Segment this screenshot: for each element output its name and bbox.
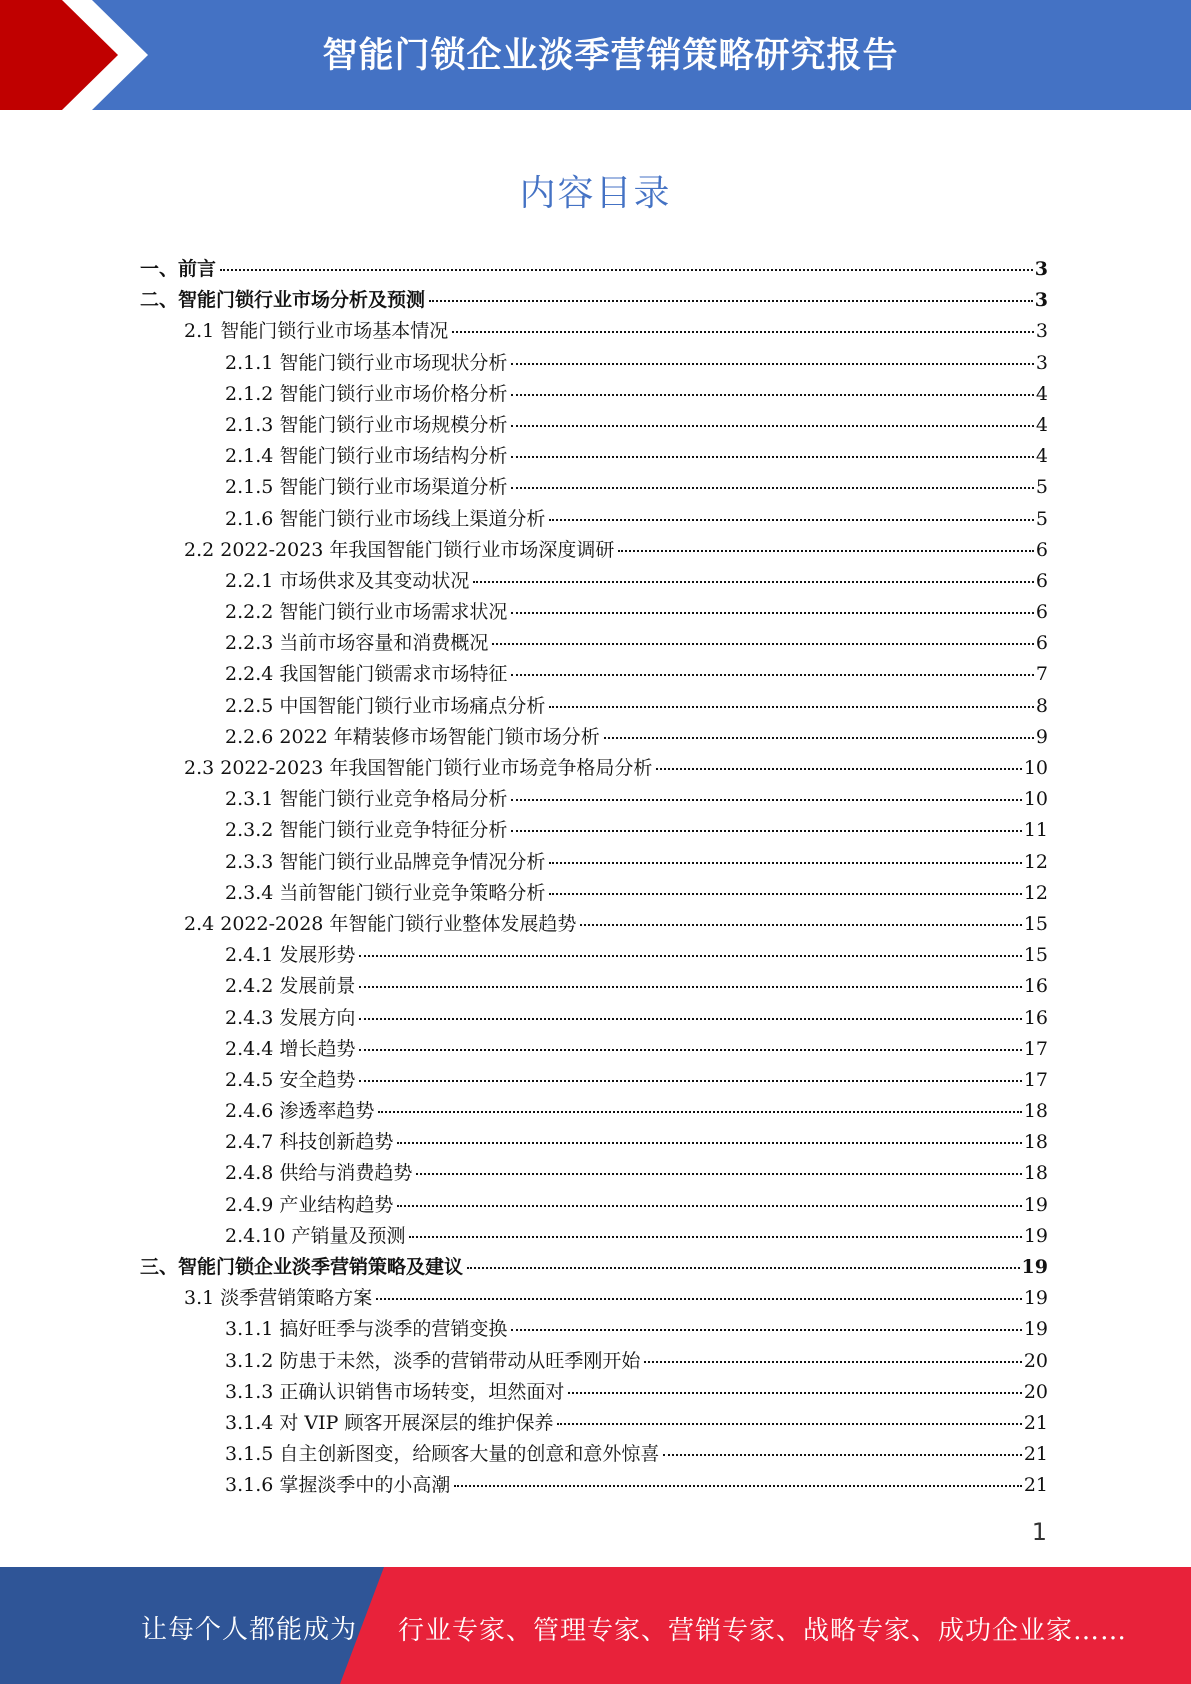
toc-entry-title: 二、智能门锁行业市场分析及预测 bbox=[140, 289, 426, 312]
toc-entry-title: 2.4.8 供给与消费趋势 bbox=[225, 1162, 413, 1185]
toc-entry-page: 4 bbox=[1035, 445, 1048, 468]
dot-leader bbox=[549, 861, 1021, 864]
toc-entry-title: 2.4.4 增长趋势 bbox=[225, 1037, 356, 1060]
toc-entry[interactable] bbox=[140, 1314, 1048, 1345]
toc-entry[interactable] bbox=[140, 1283, 1048, 1314]
dot-leader bbox=[454, 1484, 1021, 1487]
toc-entry-page: 3 bbox=[1035, 351, 1048, 374]
toc-entry[interactable] bbox=[140, 784, 1048, 815]
header-banner bbox=[0, 0, 1191, 110]
toc-entry-title: 2.4.6 渗透率趋势 bbox=[225, 1100, 375, 1123]
toc-entry-page: 19 bbox=[1023, 1224, 1048, 1247]
toc-entry[interactable] bbox=[140, 316, 1048, 347]
dot-leader bbox=[467, 1266, 1020, 1269]
toc-entry-title: 2.4.10 产销量及预测 bbox=[225, 1224, 406, 1247]
page-number: 1 bbox=[1031, 1518, 1047, 1546]
toc-entry-page: 21 bbox=[1023, 1443, 1048, 1466]
toc-entry[interactable] bbox=[140, 940, 1048, 971]
toc-entry-page: 8 bbox=[1035, 694, 1048, 717]
dot-leader bbox=[397, 1204, 1021, 1207]
dot-leader bbox=[557, 1422, 1021, 1425]
toc-entry[interactable] bbox=[140, 753, 1048, 784]
toc-entry-page: 15 bbox=[1023, 912, 1048, 935]
toc-entry-title: 2.1.6 智能门锁行业市场线上渠道分析 bbox=[225, 507, 546, 530]
toc-entry[interactable] bbox=[140, 1190, 1048, 1221]
toc-entry-page: 15 bbox=[1023, 944, 1048, 967]
toc-entry-title: 3.1.6 掌握淡季中的小高潮 bbox=[225, 1474, 451, 1497]
toc-entry-page: 3 bbox=[1034, 289, 1048, 312]
footer-banner bbox=[0, 1567, 1191, 1684]
toc-entry-page: 17 bbox=[1023, 1068, 1048, 1091]
toc-entry-title: 2.2.6 2022 年精装修市场智能门锁市场分析 bbox=[225, 725, 600, 748]
toc-entry-title: 2.2.3 当前市场容量和消费概况 bbox=[225, 632, 489, 655]
toc-entry[interactable] bbox=[140, 847, 1048, 878]
toc-entry-title: 三、智能门锁企业淡季营销策略及建议 bbox=[140, 1256, 464, 1278]
dot-leader bbox=[604, 736, 1034, 739]
dot-leader bbox=[473, 580, 1034, 583]
toc-entry[interactable] bbox=[140, 1252, 1048, 1283]
toc-entry-page: 10 bbox=[1023, 788, 1048, 811]
toc-entry-title: 3.1.2 防患于未然，淡季的营销带动从旺季刚开始 bbox=[225, 1349, 641, 1372]
toc-entry-page: 6 bbox=[1035, 538, 1048, 561]
dot-leader bbox=[511, 424, 1034, 427]
toc-entry-page: 12 bbox=[1023, 881, 1048, 904]
table-of-contents bbox=[140, 254, 1048, 1502]
toc-entry-page: 4 bbox=[1035, 382, 1048, 405]
dot-leader bbox=[397, 1141, 1021, 1144]
toc-entry-page: 18 bbox=[1023, 1162, 1048, 1185]
toc-entry-title: 3.1.5 自主创新图变，给顾客大量的创意和意外惊喜 bbox=[225, 1443, 660, 1466]
toc-entry-title: 2.3.4 当前智能门锁行业竞争策略分析 bbox=[225, 881, 546, 904]
toc-entry[interactable] bbox=[140, 410, 1048, 441]
dot-leader bbox=[568, 1391, 1021, 1394]
toc-entry-title: 3.1.4 对 VIP 顾客开展深层的维护保养 bbox=[225, 1411, 554, 1434]
toc-entry[interactable] bbox=[140, 535, 1048, 566]
toc-entry[interactable] bbox=[140, 1065, 1048, 1096]
toc-entry[interactable] bbox=[140, 971, 1048, 1002]
dot-leader bbox=[429, 299, 1033, 302]
toc-entry-page: 3 bbox=[1034, 258, 1048, 280]
toc-entry-page: 19 bbox=[1021, 1256, 1048, 1278]
dot-leader bbox=[511, 673, 1034, 676]
toc-entry-page: 9 bbox=[1035, 725, 1048, 748]
dot-leader bbox=[618, 549, 1033, 552]
toc-entry-title: 2.1.4 智能门锁行业市场结构分析 bbox=[225, 445, 508, 468]
toc-entry-page: 6 bbox=[1035, 632, 1048, 655]
toc-entry-page: 19 bbox=[1023, 1193, 1048, 1216]
toc-entry-title: 2.1 智能门锁行业市场基本情况 bbox=[184, 320, 449, 343]
toc-entry[interactable] bbox=[140, 722, 1048, 753]
dot-leader bbox=[359, 1017, 1021, 1020]
dot-leader bbox=[580, 923, 1021, 926]
toc-entry[interactable] bbox=[140, 472, 1048, 503]
toc-entry-title: 3.1.1 搞好旺季与淡季的营销变换 bbox=[225, 1318, 508, 1341]
dot-leader bbox=[492, 642, 1034, 645]
dot-leader bbox=[656, 767, 1021, 770]
toc-entry-page: 11 bbox=[1023, 819, 1048, 842]
toc-entry-title: 2.4.3 发展方向 bbox=[225, 1006, 356, 1029]
toc-entry[interactable] bbox=[140, 254, 1048, 285]
dot-leader bbox=[416, 1172, 1021, 1175]
dot-leader bbox=[220, 268, 1033, 271]
dot-leader bbox=[511, 611, 1034, 614]
toc-entry-title: 2.2.1 市场供求及其变动状况 bbox=[225, 569, 470, 592]
toc-entry-page: 19 bbox=[1023, 1287, 1048, 1310]
toc-entry[interactable] bbox=[140, 1003, 1048, 1034]
dot-leader bbox=[511, 362, 1034, 365]
toc-entry-title: 2.4.7 科技创新趋势 bbox=[225, 1131, 394, 1154]
toc-heading: 内容目录 bbox=[519, 173, 672, 214]
toc-entry[interactable] bbox=[140, 628, 1048, 659]
toc-entry-page: 16 bbox=[1023, 975, 1048, 998]
toc-entry-page: 18 bbox=[1023, 1100, 1048, 1123]
dot-leader bbox=[549, 705, 1034, 708]
toc-entry[interactable] bbox=[140, 285, 1048, 316]
toc-entry-title: 2.1.5 智能门锁行业市场渠道分析 bbox=[225, 476, 508, 499]
toc-entry-title: 2.4.5 安全趋势 bbox=[225, 1068, 356, 1091]
toc-entry[interactable] bbox=[140, 504, 1048, 535]
toc-entry[interactable] bbox=[140, 1377, 1048, 1408]
dot-leader bbox=[359, 1048, 1021, 1051]
dot-leader bbox=[511, 1328, 1021, 1331]
dot-leader bbox=[359, 985, 1021, 988]
toc-entry[interactable] bbox=[140, 441, 1048, 472]
toc-entry[interactable] bbox=[140, 597, 1048, 628]
toc-entry[interactable] bbox=[140, 566, 1048, 597]
toc-entry[interactable] bbox=[140, 1221, 1048, 1252]
toc-entry-title: 2.3.1 智能门锁行业竞争格局分析 bbox=[225, 788, 508, 811]
toc-entry-page: 12 bbox=[1023, 850, 1048, 873]
toc-entry-page: 20 bbox=[1023, 1349, 1048, 1372]
toc-entry-page: 21 bbox=[1023, 1411, 1048, 1434]
dot-leader bbox=[378, 1110, 1021, 1113]
dot-leader bbox=[511, 455, 1034, 458]
dot-leader bbox=[359, 1079, 1021, 1082]
toc-entry[interactable] bbox=[140, 1158, 1048, 1189]
toc-entry-page: 19 bbox=[1023, 1318, 1048, 1341]
toc-entry-title: 2.1.2 智能门锁行业市场价格分析 bbox=[225, 382, 508, 405]
toc-entry-title: 2.2.4 我国智能门锁需求市场特征 bbox=[225, 663, 508, 686]
toc-entry-title: 2.1.1 智能门锁行业市场现状分析 bbox=[225, 351, 508, 374]
toc-entry-title: 2.2.2 智能门锁行业市场需求状况 bbox=[225, 601, 508, 624]
dot-leader bbox=[549, 892, 1021, 895]
dot-leader bbox=[511, 829, 1021, 832]
dot-leader bbox=[376, 1297, 1022, 1300]
dot-leader bbox=[549, 518, 1034, 521]
toc-entry-title: 一、前言 bbox=[140, 258, 217, 280]
toc-entry-title: 2.4.2 发展前景 bbox=[225, 975, 356, 998]
toc-entry[interactable] bbox=[140, 659, 1048, 690]
dot-leader bbox=[644, 1360, 1021, 1363]
toc-entry-page: 7 bbox=[1035, 663, 1048, 686]
dot-leader bbox=[511, 486, 1034, 489]
toc-entry[interactable] bbox=[140, 815, 1048, 846]
toc-entry[interactable] bbox=[140, 1346, 1048, 1377]
dot-leader bbox=[663, 1453, 1021, 1456]
dot-leader bbox=[359, 954, 1021, 957]
toc-entry[interactable] bbox=[140, 909, 1048, 940]
toc-entry[interactable] bbox=[140, 379, 1048, 410]
toc-entry[interactable] bbox=[140, 1034, 1048, 1065]
toc-entry-page: 3 bbox=[1035, 320, 1048, 343]
toc-entry-title: 2.1.3 智能门锁行业市场规模分析 bbox=[225, 413, 508, 436]
toc-entry-page: 5 bbox=[1035, 507, 1048, 530]
dot-leader bbox=[511, 798, 1021, 801]
toc-entry[interactable] bbox=[140, 1439, 1048, 1470]
toc-entry[interactable] bbox=[140, 1470, 1048, 1501]
toc-entry-page: 5 bbox=[1035, 476, 1048, 499]
toc-entry-title: 2.4.1 发展形势 bbox=[225, 944, 356, 967]
toc-entry-page: 17 bbox=[1023, 1037, 1048, 1060]
toc-entry-title: 2.3.2 智能门锁行业竞争特征分析 bbox=[225, 819, 508, 842]
toc-entry-page: 20 bbox=[1023, 1380, 1048, 1403]
toc-entry[interactable] bbox=[140, 1127, 1048, 1158]
toc-entry-page: 6 bbox=[1035, 601, 1048, 624]
toc-entry-page: 18 bbox=[1023, 1131, 1048, 1154]
toc-entry-page: 16 bbox=[1023, 1006, 1048, 1029]
dot-leader bbox=[452, 330, 1034, 333]
dot-leader bbox=[409, 1235, 1021, 1238]
toc-entry[interactable] bbox=[140, 1408, 1048, 1439]
dot-leader bbox=[511, 393, 1034, 396]
toc-entry[interactable] bbox=[140, 878, 1048, 909]
toc-entry-title: 3.1 淡季营销策略方案 bbox=[184, 1287, 373, 1310]
toc-entry-page: 4 bbox=[1035, 413, 1048, 436]
toc-entry[interactable] bbox=[140, 691, 1048, 722]
toc-entry-title: 2.2 2022-2023 年我国智能门锁行业市场深度调研 bbox=[184, 538, 615, 561]
footer-slogan: 让每个人都能成为 bbox=[141, 1615, 358, 1645]
toc-entry-title: 3.1.3 正确认识销售市场转变，坦然面对 bbox=[225, 1380, 565, 1403]
footer-roles: 行业专家、管理专家、营销专家、战略专家、成功企业家…… bbox=[398, 1616, 1128, 1646]
toc-entry-title: 2.3.3 智能门锁行业品牌竞争情况分析 bbox=[225, 850, 546, 873]
toc-entry-title: 2.4.9 产业结构趋势 bbox=[225, 1193, 394, 1216]
toc-entry-page: 21 bbox=[1023, 1474, 1048, 1497]
toc-entry[interactable] bbox=[140, 348, 1048, 379]
toc-entry-title: 2.4 2022-2028 年智能门锁行业整体发展趋势 bbox=[184, 912, 577, 935]
toc-entry[interactable] bbox=[140, 1096, 1048, 1127]
toc-entry-title: 2.2.5 中国智能门锁行业市场痛点分析 bbox=[225, 694, 546, 717]
report-title: 智能门锁企业淡季营销策略研究报告 bbox=[322, 36, 899, 76]
toc-entry-title: 2.3 2022-2023 年我国智能门锁行业市场竞争格局分析 bbox=[184, 757, 653, 779]
toc-entry-page: 10 bbox=[1023, 757, 1048, 779]
toc-entry-page: 6 bbox=[1035, 569, 1048, 592]
